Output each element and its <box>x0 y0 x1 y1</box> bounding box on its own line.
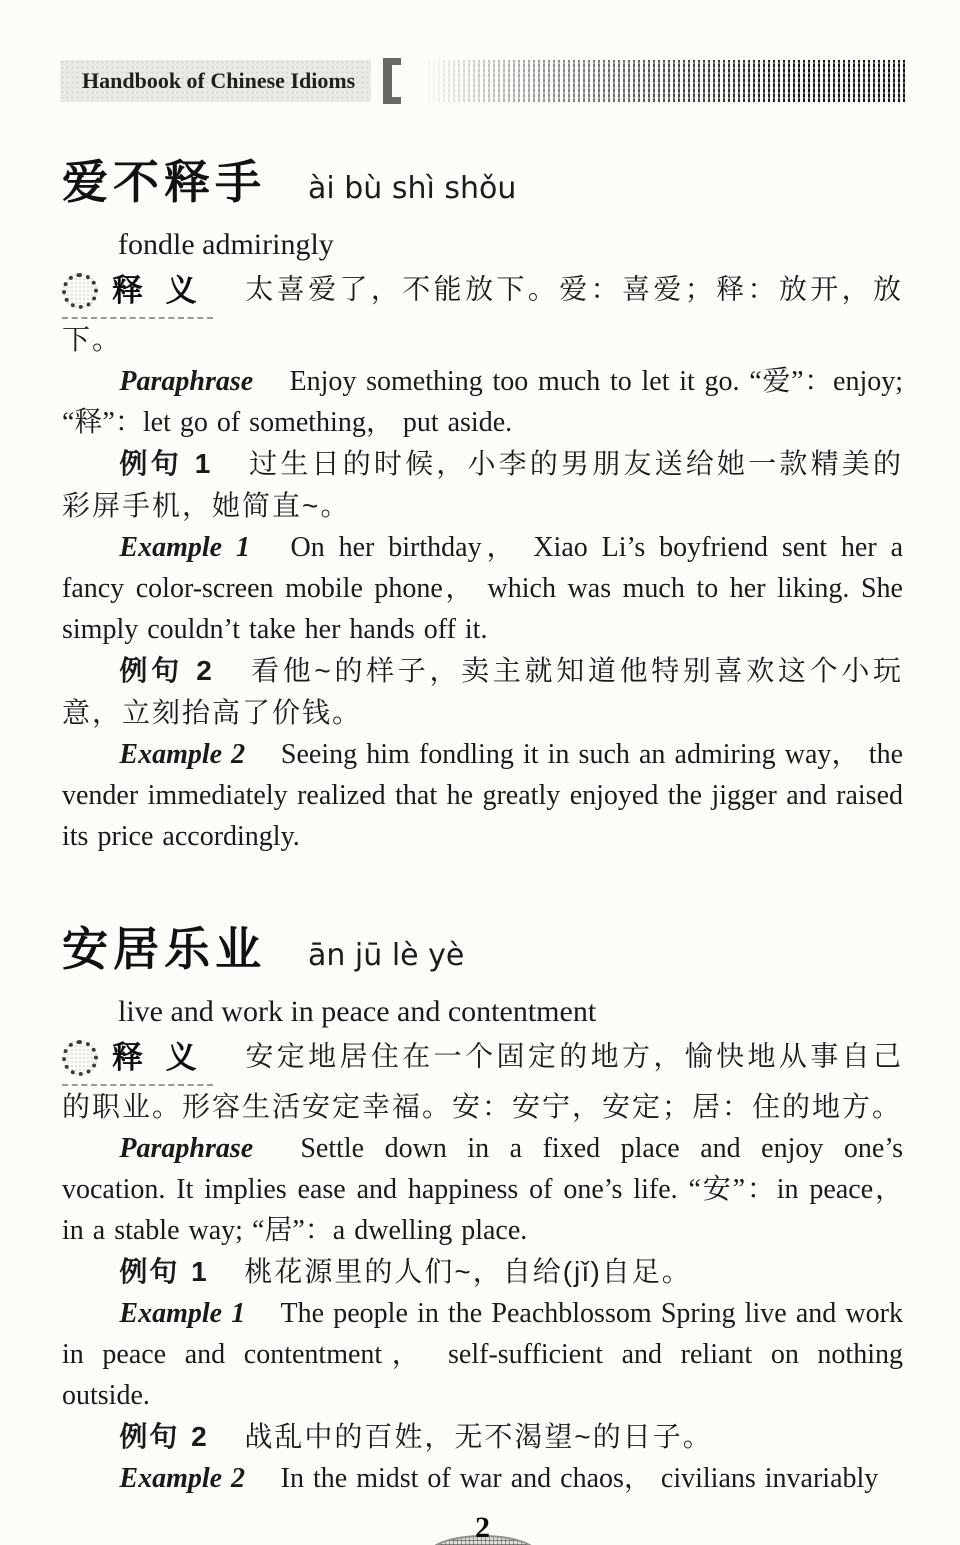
idiom-entry-anjuleye <box>62 913 903 1499</box>
bracket-icon <box>383 58 401 104</box>
paraphrase-label: Paraphrase <box>119 366 254 397</box>
definition-text: 安定地居住在一个固定的地方，愉快地从事自己的职业。形容生活安定幸福。安：安宁，安定；居：住的地方。 <box>62 1040 903 1122</box>
definition-paragraph <box>62 1035 903 1128</box>
example1-en-text: The people in the Peachblossom Spring live and work in peace and contentment， self-sufficient and reliant on nothing outside. <box>62 1298 904 1411</box>
paraphrase-text: Settle down in a fixed place and enjoy one’s vocation. It implies ease and happiness of one’s life. “安”：in peace， in a stable way; “居”：a dwelling place. <box>62 1133 904 1246</box>
page-content <box>62 146 903 1545</box>
example1-cn-label: 例句 1 <box>119 1256 209 1287</box>
entry-head <box>62 913 903 979</box>
idiom-gloss: fondle admiringly <box>118 228 334 261</box>
example2-cn-label: 例句 2 <box>119 655 214 686</box>
example1-cn-text: 过生日的时候，小李的男朋友送给她一款精美的彩屏手机，她简直~。 <box>62 448 903 521</box>
idiom-gloss: live and work in peace and contentment <box>118 995 597 1028</box>
example1-cn-paragraph <box>62 443 903 527</box>
example2-en-text: In the midst of war and chaos， civilians invariably <box>280 1463 879 1494</box>
example1-cn-text: 桃花源里的人们~，自给(jǐ)自足。 <box>244 1256 692 1287</box>
page-number-badge <box>427 1511 539 1545</box>
example2-en-label: Example 2 <box>119 1463 246 1494</box>
running-header <box>60 56 905 106</box>
definition-paragraph <box>62 268 903 361</box>
definition-badge <box>62 1035 213 1086</box>
definition-label: 释 义 <box>112 1040 203 1075</box>
example2-en-paragraph <box>62 734 903 857</box>
circle-icon <box>62 1040 98 1076</box>
idiom-chinese: 安居乐业 <box>62 923 266 975</box>
example1-en-text: On her birthday， Xiao Li’s boyfriend sent her a fancy color-screen mobile phone， which was much to her liking. She simply couldn’t take her hands off it. <box>62 532 903 645</box>
example2-en-label: Example 2 <box>119 739 246 770</box>
example1-en-label: Example 1 <box>119 532 250 563</box>
example2-cn-text: 战乱中的百姓，无不渴望~的日子。 <box>244 1421 713 1452</box>
book-title: Handbook of Chinese Idioms <box>60 60 371 102</box>
circle-icon <box>62 273 98 309</box>
idiom-pinyin: ài bù shì shǒu <box>308 171 517 206</box>
definition-label: 释 义 <box>112 273 203 308</box>
idiom-entry-aibushishou <box>62 146 903 857</box>
example2-cn-label: 例句 2 <box>119 1421 209 1452</box>
barcode-stripe-icon <box>423 60 905 102</box>
paraphrase-paragraph <box>62 1128 903 1251</box>
idiom-chinese: 爱不释手 <box>62 156 266 208</box>
idiom-pinyin: ān jū lè yè <box>308 938 465 973</box>
example1-cn-paragraph <box>62 1251 903 1293</box>
example2-en-paragraph <box>62 1458 903 1499</box>
paraphrase-paragraph <box>62 361 903 443</box>
entry-head <box>62 146 903 212</box>
paraphrase-text: Enjoy something too much to let it go. “爱”：enjoy; “释”：let go of something， put aside. <box>62 366 903 438</box>
page-number: 2 <box>475 1511 490 1544</box>
example1-en-paragraph <box>62 1293 903 1416</box>
definition-badge <box>62 268 213 319</box>
example2-en-text: Seeing him fondling it in such an admiring way， the vender immediately realized that he greatly enjoyed the jigger and raised its price accordingly. <box>62 739 904 852</box>
example1-cn-label: 例句 1 <box>119 448 213 479</box>
example1-en-paragraph <box>62 527 903 650</box>
definition-text: 太喜爱了，不能放下。爱：喜爱；释：放开，放下。 <box>62 273 903 355</box>
paraphrase-label: Paraphrase <box>119 1133 254 1164</box>
example2-cn-text: 看他~的样子，卖主就知道他特别喜欢这个小玩意，立刻抬高了价钱。 <box>62 655 903 728</box>
example2-cn-paragraph <box>62 1416 903 1458</box>
example1-en-label: Example 1 <box>119 1298 246 1329</box>
example2-cn-paragraph <box>62 650 903 734</box>
page-footer <box>62 1511 903 1545</box>
